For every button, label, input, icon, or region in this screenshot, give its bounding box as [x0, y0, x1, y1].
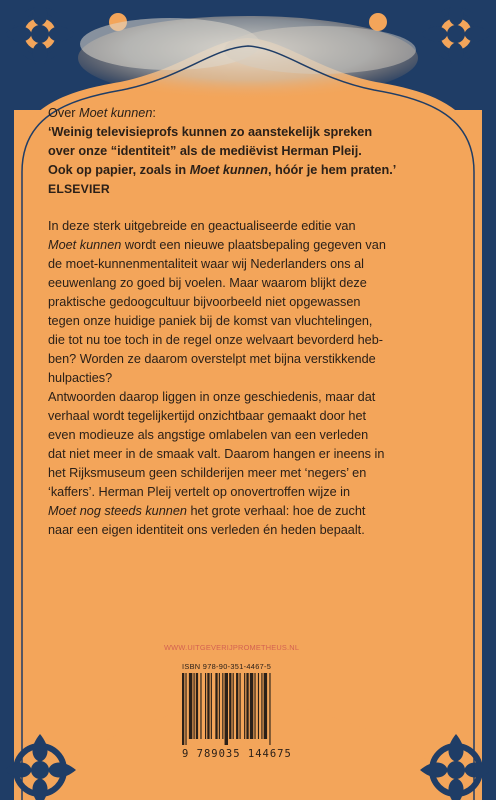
barcode-bar — [269, 673, 270, 745]
blurb-line: hulpacties? — [48, 371, 113, 385]
barcode-digits: 9 789035 144675 — [182, 748, 292, 760]
review-quote-line-1: ‘Weinig televisieprofs kunnen zo aanstekelijk spreken — [48, 125, 373, 139]
blurb-line: Antwoorden daarop liggen in onze geschiedenis, maar dat — [48, 390, 376, 404]
isbn-text: ISBN 978-90-351-4467-5 — [182, 662, 272, 671]
barcode-bar — [194, 673, 195, 739]
barcode-bar — [240, 673, 241, 739]
barcode-bar — [219, 673, 220, 739]
back-cover-text — [48, 104, 468, 540]
barcode-bar — [264, 673, 267, 739]
barcode-bar — [200, 673, 201, 739]
blurb-line: de moet-kunnenmentaliteit waar wij Nederlanders ons al — [48, 257, 364, 271]
barcode-bar — [254, 673, 255, 739]
blurb-line: eeuwenlang zo goed bij voelen. Maar waarom blijkt deze — [48, 276, 367, 290]
barcode-bar — [258, 673, 259, 739]
barcode-bar — [182, 673, 184, 745]
blurb-line: het Rijksmuseum geen schilderijen meer met ‘negers’ en — [48, 466, 367, 480]
barcode-bar — [236, 673, 238, 739]
barcode-bar — [185, 673, 186, 745]
blurb-line-text: het grote verhaal: hoe de zucht — [186, 504, 366, 518]
blurb-line: tegen onze huidige paniek bij de komst van vluchtelingen, — [48, 314, 373, 328]
review-intro-text: Over — [48, 106, 80, 120]
barcode-bar — [225, 673, 228, 745]
blurb-line — [48, 502, 468, 521]
blurb-line-text: wordt een nieuwe plaatsbepaling gegeven van — [121, 238, 386, 252]
blurb-line: even modieuze als angstige omlabelen van een verleden — [48, 428, 369, 442]
blurb-line: naar een eigen identiteit ons verleden én heden bepaalt. — [48, 523, 365, 537]
barcode — [180, 673, 302, 745]
blurb-line: In deze sterk uitgebreide en geactualiseerde editie van — [48, 219, 356, 233]
blurb-line: ‘kaffers’. Herman Pleij vertelt op onovertroffen wijze in — [48, 485, 351, 499]
barcode-bar — [222, 673, 223, 739]
barcode-bar — [244, 673, 245, 739]
blurb-line: die tot nu toe toch in de regel onze welvaart bevorderd heb- — [48, 333, 384, 347]
review-intro-title: Moet kunnen — [79, 106, 153, 120]
blurb — [48, 217, 468, 540]
barcode-bar — [215, 673, 217, 739]
barcode-bar — [229, 673, 231, 739]
barcode-bar — [207, 673, 209, 739]
blurb-line: dat niet meer in de smaak valt. Daarom hangen er ineens in — [48, 447, 385, 461]
barcode-bar — [196, 673, 198, 739]
blurb-title: Moet nog steeds kunnen — [48, 504, 187, 518]
barcode-bar — [189, 673, 192, 739]
blurb-line — [48, 236, 468, 255]
barcode-bar — [205, 673, 206, 739]
blurb-line: ben? Worden ze daarom overstelpt met bijna verstikkende — [48, 352, 376, 366]
review-intro — [48, 104, 468, 123]
barcode-bar — [261, 673, 262, 739]
review-intro-end: : — [152, 106, 156, 120]
review-quote-line-3 — [48, 161, 468, 180]
review-quote-line-2: over onze “identiteit” als de mediëvist Herman Pleij. — [48, 144, 362, 158]
barcode-bar — [211, 673, 212, 739]
blurb-line: praktische gedoogcultuur bijvoorbeeld niet opgewassen — [48, 295, 361, 309]
barcode-bar — [250, 673, 253, 739]
review-quote-3c: , hóór je hem praten.’ — [267, 163, 397, 177]
publisher-url: WWW.UITGEVERIJPROMETHEUS.NL — [164, 643, 300, 652]
review-source: ELSEVIER — [48, 182, 110, 196]
blurb-title: Moet kunnen — [48, 238, 122, 252]
barcode-bar — [246, 673, 248, 739]
blurb-line: verhaal wordt tegelijkertijd onzichtbaar gemaakt door het — [48, 409, 367, 423]
barcode-bar — [233, 673, 234, 739]
review-quote-3b: Moet kunnen — [189, 163, 268, 177]
review-quote-3a: Ook op papier, zoals in — [48, 163, 190, 177]
